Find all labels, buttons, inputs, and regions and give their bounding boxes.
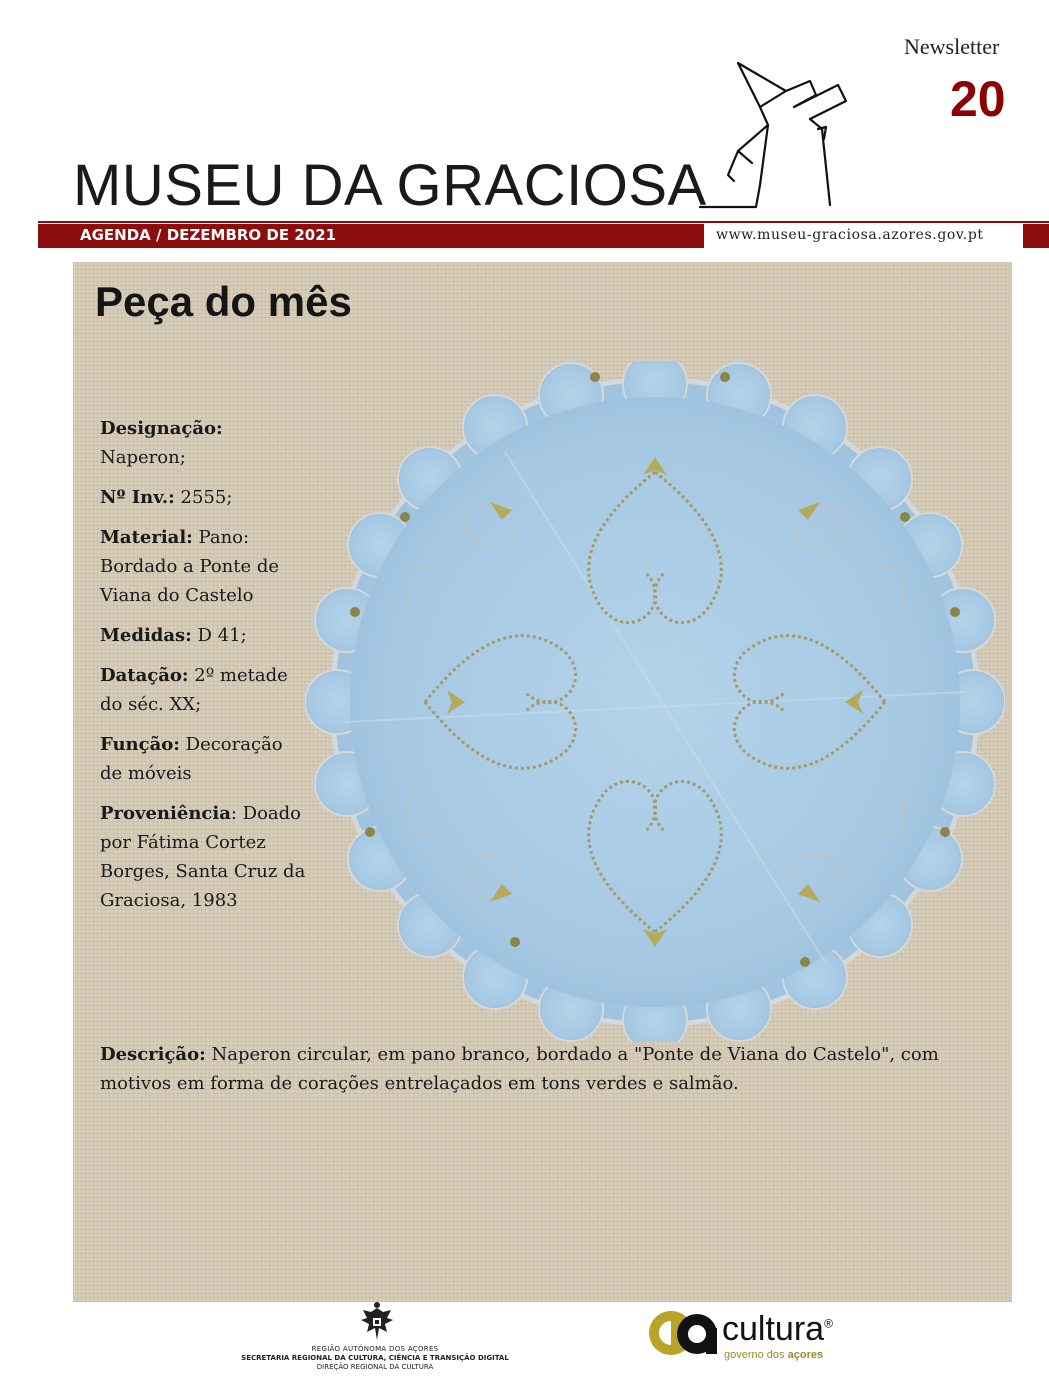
website-link[interactable]: www.museu-graciosa.azores.gov.pt: [716, 227, 984, 243]
field-designation: Designação: Naperon;: [100, 418, 223, 468]
header-rule: [38, 221, 1049, 223]
description-text: Naperon circular, em pano branco, bordado a "Ponte de Viana do Castelo", com motivos em forma de corações entrelaçados em tons verdes e salmão.: [100, 1044, 939, 1094]
field-dating: Datação: 2º metade do séc. XX;: [100, 665, 288, 715]
newsletter-label: Newsletter: [904, 34, 1000, 59]
item-details: [100, 414, 310, 926]
doily-image: [305, 362, 1005, 1042]
field-provenance: Proveniência: Doado por Fátima Cortez Borges, Santa Cruz da Graciosa, 1983: [100, 803, 306, 911]
newsletter-number: 20: [950, 71, 1006, 127]
description-label: Descrição:: [100, 1044, 206, 1065]
secretariat-line: SECRETARIA REGIONAL DA CULTURA, CIÊNCIA E TRANSIÇÃO DIGITAL: [241, 1354, 509, 1362]
direction-line: DIREÇÃO REGIONAL DA CULTURA: [316, 1363, 434, 1371]
region-line: REGIÃO AUTÓNOMA DOS AÇORES: [311, 1345, 439, 1353]
government-credit: [240, 1345, 510, 1372]
cultura-logo-icon: [647, 1308, 725, 1358]
cultura-wordmark: cultura®: [722, 1310, 833, 1348]
field-function: Função: Decoração de móveis: [100, 734, 283, 784]
museum-title: MUSEU DA GRACIOSA: [73, 153, 707, 218]
agenda-label: AGENDA / DEZEMBRO DE 2021: [80, 226, 337, 244]
field-measures: Medidas: D 41;: [100, 625, 247, 646]
field-inventory: Nº Inv.: 2555;: [100, 487, 233, 508]
item-description: [100, 1040, 1005, 1098]
field-material: Material: Pano: Bordado a Ponte de Viana do Castelo: [100, 527, 280, 606]
windmill-icon: [690, 55, 850, 215]
page-title: Peça do mês: [95, 278, 352, 325]
crest-icon: [357, 1300, 397, 1344]
cultura-subtitle: governo dos açores: [724, 1349, 824, 1361]
